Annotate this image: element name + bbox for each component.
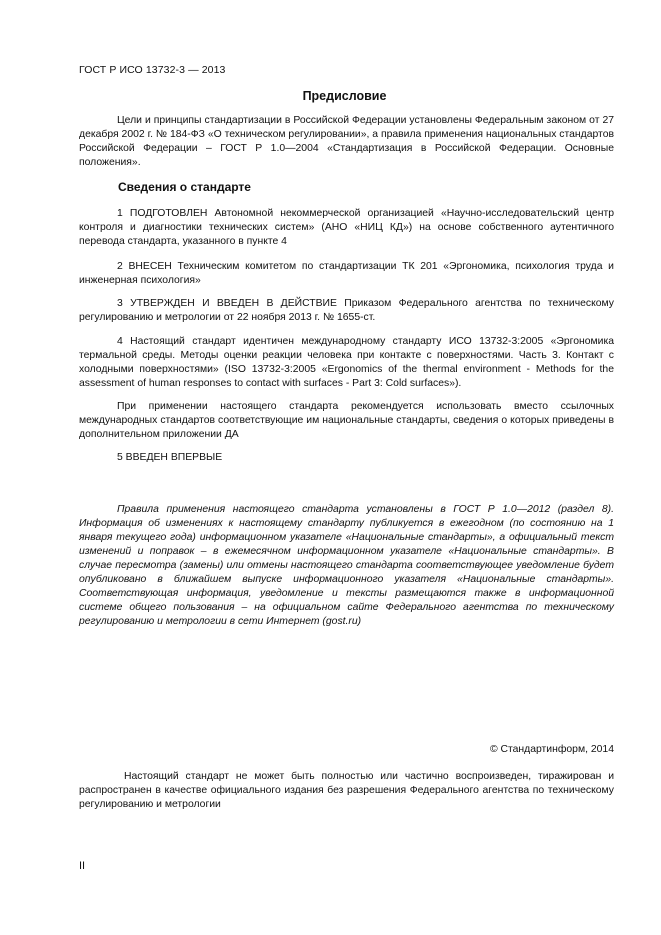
item-5-paragraph: 5 ВВЕДЕН ВПЕРВЫЕ (117, 452, 223, 463)
rights-paragraph: Настоящий стандарт не может быть полностью или частично воспроизведен, тиражирован и распространен в качестве официального издания без разрешения Федерального агентства по техническому регулированию и метрологии (79, 771, 614, 810)
item-1-paragraph: 1 ПОДГОТОВЛЕН Автономной некоммерческой организацией «Научно-исследовательский центр контроля и диагностики технических систем» (АНО «НИЦ КД») на основе собственного аутентичного перевода стандарта, указанного в пункте 4 (79, 208, 614, 247)
page-number: II (79, 860, 86, 872)
copyright-line: © Стандартинформ, 2014 (489, 744, 614, 755)
item-2-paragraph: 2 ВНЕСЕН Техническим комитетом по стандартизации ТК 201 «Эргономика, психология труда и инженерная психология» (79, 261, 614, 286)
item-4-paragraph: 4 Настоящий стандарт идентичен международному стандарту ИСО 13732-3:2005 «Эргономика термальной среды. Методы оценки реакции человека при контакте с поверхностями. Часть 3. Контакт с холодными поверхностями» (ISO 13732-3:2005 «Ergonomics of the thermal environment - Methods for the assessment of human responses to contact with surfaces - Part 3: Cold surfaces»). (79, 336, 614, 389)
item-3-paragraph: 3 УТВЕРЖДЕН И ВВЕДЕН В ДЕЙСТВИЕ Приказом Федерального агентства по техническому регулированию и метрологии от 22 ноября 2013 г. № 1655-ст. (79, 298, 614, 323)
intro-paragraph: Цели и принципы стандартизации в Российской Федерации установлены Федеральным законом от 27 декабря 2002 г. № 184-ФЗ «О техническом регулировании», а правила применения национальных стандартов Российской Федерации – ГОСТ Р 1.0—2004 «Стандартизация в Российской Федерации. Основные положения». (79, 115, 614, 168)
page-title: Предисловие (302, 89, 387, 103)
section-title: Сведения о стандарте (118, 180, 251, 194)
notice-paragraph: Правила применения настоящего стандарта установлены в ГОСТ Р 1.0—2012 (раздел 8). Информация об изменениях к настоящему стандарту публикуется в ежегодном (по состоянию на 1 января текущего года) информационном указателе «Национальные стандарты», а официальный текст изменений и поправок – в ежемесячном информационном указателе «Национальные стандарты». В случае пересмотра (замены) или отмены настоящего стандарта соответствующее уведомление будет опубликовано в ближайшем выпуске информационного указателя «Национальные стандарты». Соответствующая информация, уведомление и тексты размещаются также в информационной системе общего пользования – на официальном сайте Федерального агентства по техническому регулированию и метрологии в сети Интернет (gost.ru) (79, 504, 614, 627)
item-4-note-paragraph: При применении настоящего стандарта рекомендуется использовать вместо ссылочных международных стандартов соответствующие им национальные стандарты, сведения о которых приведены в дополнительном приложении ДА (79, 401, 614, 440)
document-code: ГОСТ Р ИСО 13732-3 — 2013 (79, 64, 226, 76)
